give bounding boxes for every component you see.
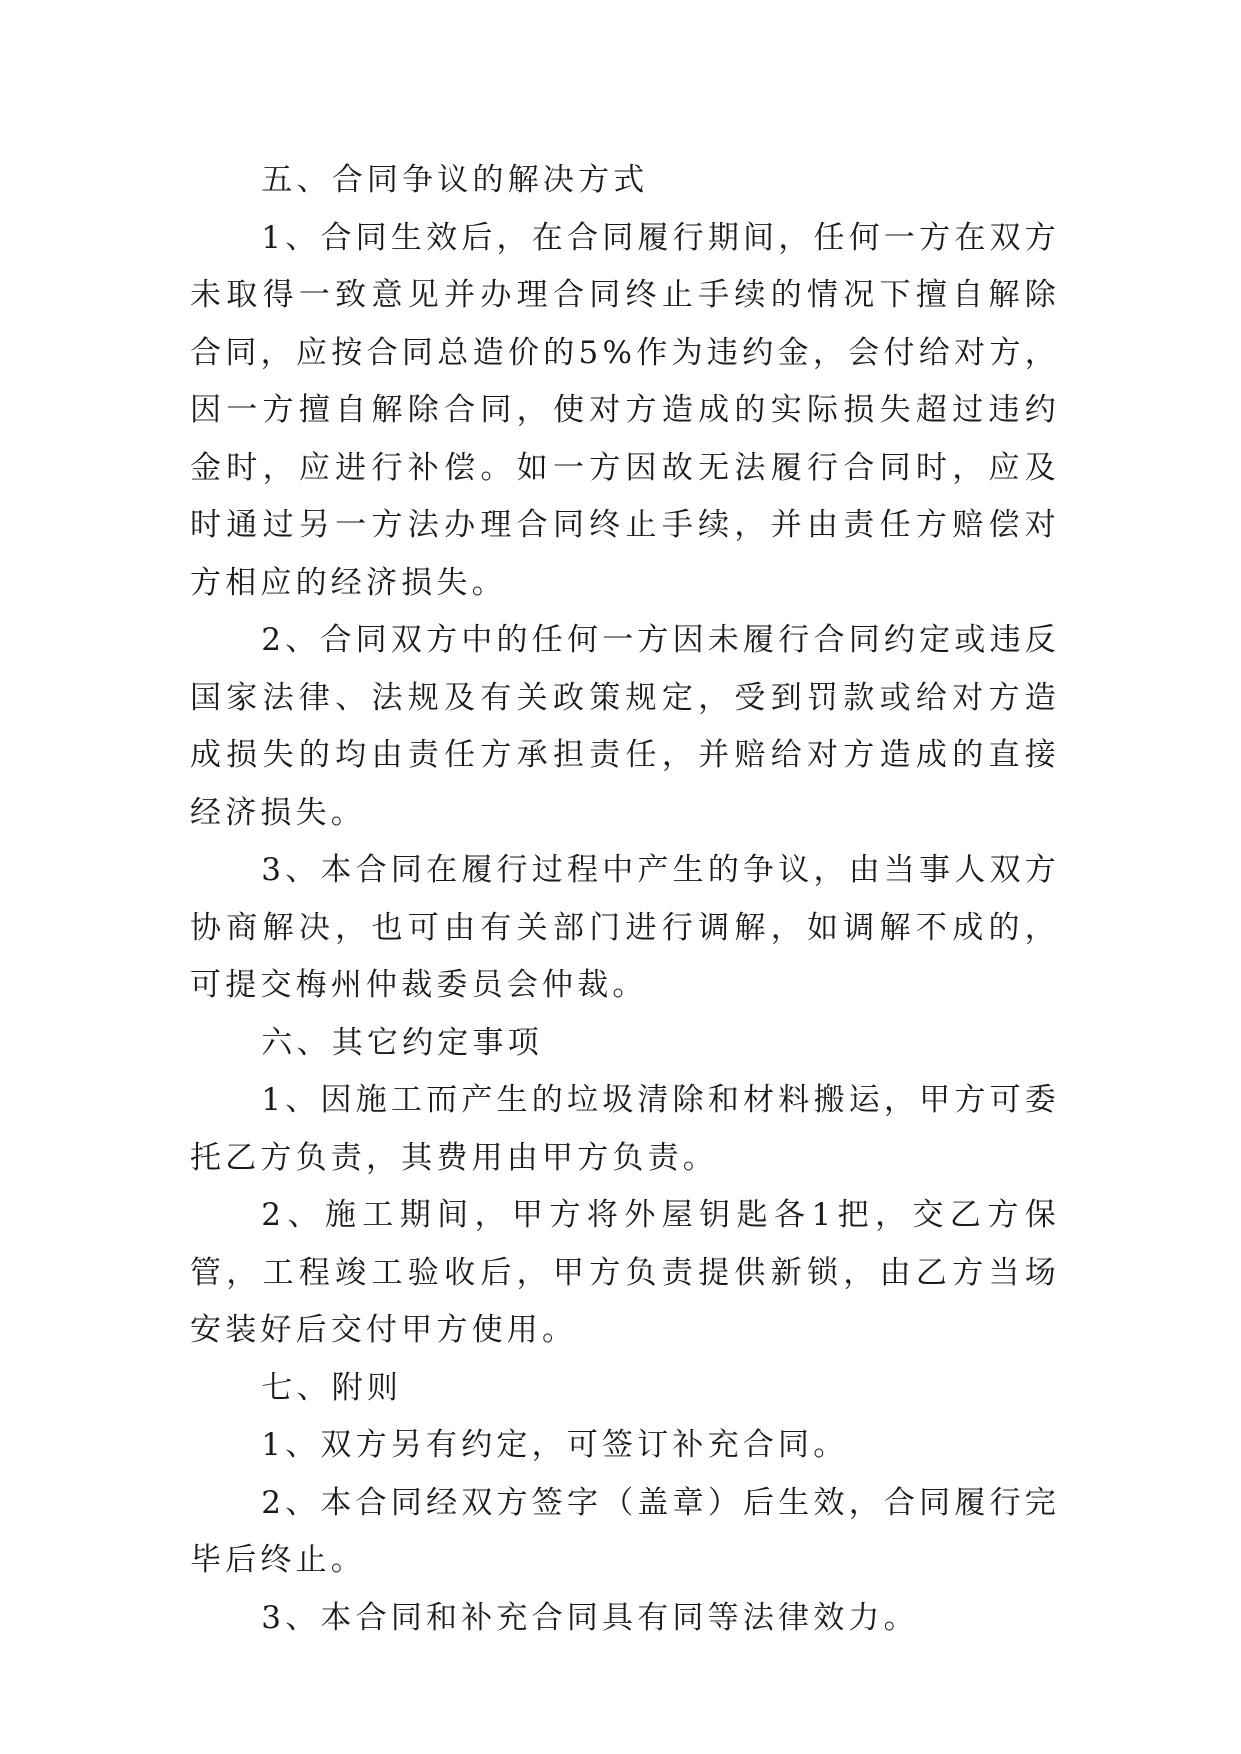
clause-6-2: 2、施工期间，甲方将外屋钥匙各1把，交乙方保管，工程竣工验收后，甲方负责提供新锁，由乙方当场安装好后交付甲方使用。	[190, 1197, 1060, 1348]
clause-7-1: 1、双方另有约定，可签订补充合同。	[261, 1427, 849, 1463]
clause-5-1: 1、合同生效后，在合同履行期间，任何一方在双方未取得一致意见并办理合同终止手续的情况下擅自解除合同，应按合同总造价的5%作为违约金，会付给对方，因一方擅自解除合同，使对方造成的实际损失超过违约金时，应进行补偿。如一方因故无法履行合同时，应及时通过另一方法办理合同终止手续，并由责任方赔偿对方相应的经济损失。	[190, 219, 1060, 601]
document-body	[190, 152, 1060, 1647]
clause-6-1: 1、因施工而产生的垃圾清除和材料搬运，甲方可委托乙方负责，其费用由甲方负责。	[190, 1082, 1060, 1176]
clause-5-2: 2、合同双方中的任何一方因未履行合同约定或违反国家法律、法规及有关政策规定，受到罚款或给对方造成损失的均由责任方承担责任，并赔给对方造成的直接经济损失。	[190, 622, 1060, 831]
section-heading-dispute-resolution: 五、合同争议的解决方式	[261, 162, 649, 198]
clause-7-2: 2、本合同经双方签字（盖章）后生效，合同履行完毕后终止。	[190, 1484, 1060, 1578]
section-heading-supplementary-provisions: 七、附则	[261, 1369, 403, 1406]
section-heading-other-matters: 六、其它约定事项	[261, 1024, 543, 1061]
clause-7-3: 3、本合同和补充合同具有同等法律效力。	[261, 1599, 919, 1636]
clause-5-3: 3、本合同在履行过程中产生的争议，由当事人双方协商解决，也可由有关部门进行调解，如调解不成的，可提交梅州仲裁委员会仲裁。	[190, 852, 1060, 1003]
